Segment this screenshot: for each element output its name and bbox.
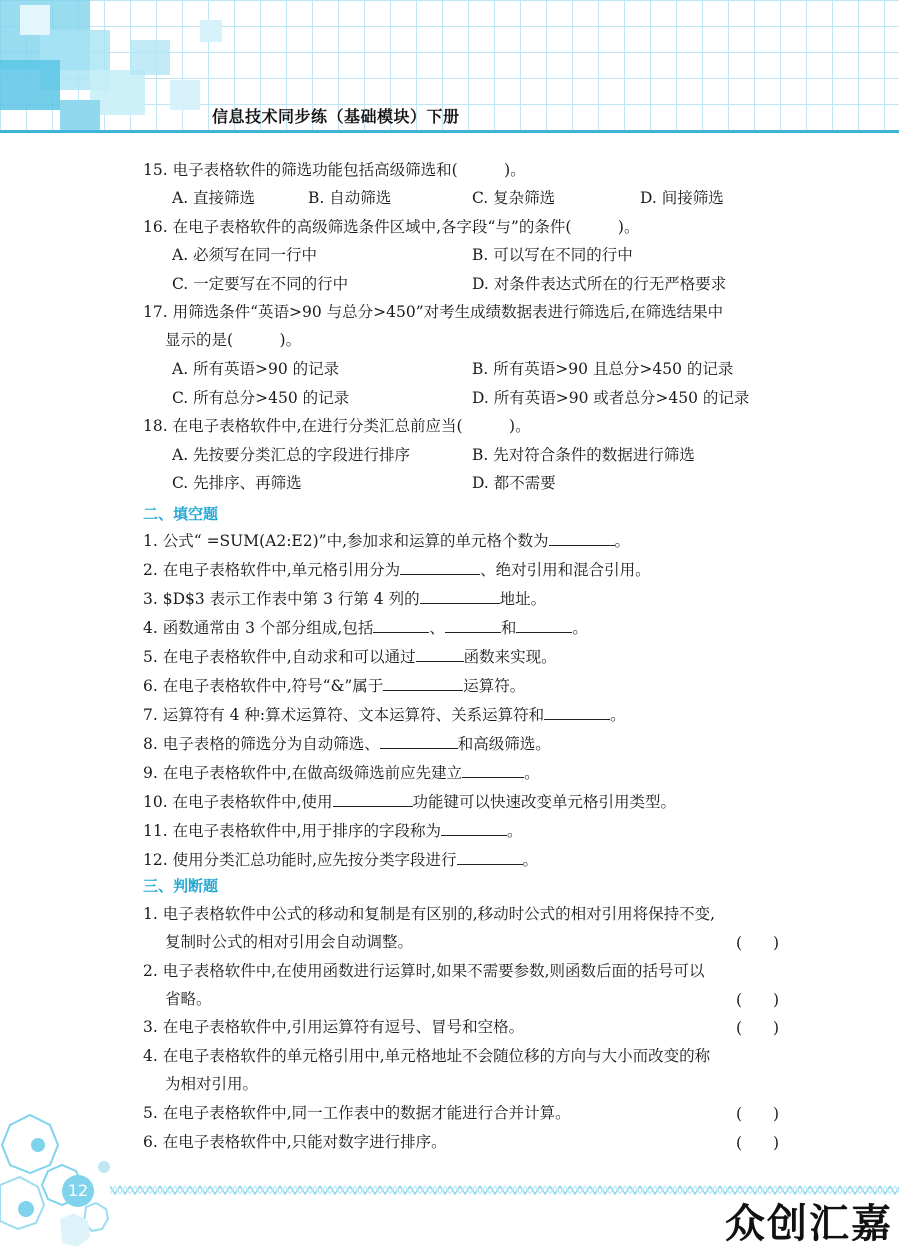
answer-parentheses[interactable]: ( ) xyxy=(736,1105,780,1123)
option: D. 所有英语>90 或者总分>450 的记录 xyxy=(472,389,750,407)
judge-item-1: 1. 电子表格软件中公式的移动和复制是有区别的,移动时公式的相对引用将保持不变, xyxy=(143,905,716,923)
answer-blank[interactable] xyxy=(416,647,464,662)
option: D. 间接筛选 xyxy=(640,189,724,207)
answer-blank[interactable] xyxy=(544,705,610,720)
section-heading-fill: 二、填空题 xyxy=(143,505,219,523)
option: A. 先按要分类汇总的字段进行排序 xyxy=(172,446,411,464)
question-18: 18. 在电子表格软件中,在进行分类汇总前应当( )。 xyxy=(143,417,531,435)
option: B. 自动筛选 xyxy=(308,189,392,207)
judge-item-4-cont: 为相对引用。 xyxy=(165,1075,259,1093)
answer-blank[interactable] xyxy=(462,763,524,778)
judge-item-6: 6. 在电子表格软件中,只能对数字进行排序。 xyxy=(143,1133,447,1151)
answer-blank[interactable] xyxy=(373,618,429,633)
answer-blank[interactable] xyxy=(400,560,480,575)
answer-blank[interactable] xyxy=(420,589,500,604)
option: D. 对条件表达式所在的行无严格要求 xyxy=(472,275,727,293)
question-17: 17. 用筛选条件“英语>90 与总分>450”对考生成绩数据表进行筛选后,在筛选结果中 xyxy=(143,303,724,321)
answer-blank[interactable] xyxy=(333,792,413,807)
fill-item-7: 7. 运算符有 4 种:算术运算符、文本运算符、关系运算符和 。 xyxy=(143,706,626,724)
page-number: 12 xyxy=(62,1175,94,1207)
watermark: 众创汇嘉 xyxy=(725,1201,893,1247)
judge-item-2-cont: 省略。 xyxy=(165,990,212,1008)
option: A. 直接筛选 xyxy=(172,189,256,207)
option: A. 必须写在同一行中 xyxy=(172,246,318,264)
judge-item-3: 3. 在电子表格软件中,引用运算符有逗号、冒号和空格。 xyxy=(143,1018,525,1036)
header-rule xyxy=(0,130,899,133)
fill-item-11: 11. 在电子表格软件中,用于排序的字段称为 。 xyxy=(143,822,523,840)
answer-blank[interactable] xyxy=(445,618,501,633)
question-15: 15. 电子表格软件的筛选功能包括高级筛选和( )。 xyxy=(143,161,526,179)
answer-blank[interactable] xyxy=(441,821,507,836)
question-16: 16. 在电子表格软件的高级筛选条件区域中,各字段“与”的条件( )。 xyxy=(143,218,640,236)
fill-item-8: 8. 电子表格的筛选分为自动筛选、 和高级筛选。 xyxy=(143,735,551,753)
answer-blank[interactable] xyxy=(380,734,458,749)
book-title: 信息技术同步练（基础模块）下册 xyxy=(212,107,460,126)
judge-item-2: 2. 电子表格软件中,在使用函数进行运算时,如果不需要参数,则函数后面的括号可以 xyxy=(143,962,705,980)
option: C. 一定要写在不同的行中 xyxy=(172,275,349,293)
section-heading-judge: 三、判断题 xyxy=(143,877,219,895)
option: D. 都不需要 xyxy=(472,474,556,492)
page-header xyxy=(0,0,899,140)
answer-parentheses[interactable]: ( ) xyxy=(736,1019,780,1037)
answer-parentheses[interactable]: ( ) xyxy=(736,1134,780,1152)
option: C. 先排序、再筛选 xyxy=(172,474,302,492)
judge-item-5: 5. 在电子表格软件中,同一工作表中的数据才能进行合并计算。 xyxy=(143,1104,571,1122)
option: C. 复杂筛选 xyxy=(472,189,556,207)
fill-item-3: 3. $D$3 表示工作表中第 3 行第 4 列的 地址。 xyxy=(143,590,547,608)
option: C. 所有总分>450 的记录 xyxy=(172,389,350,407)
judge-item-1-cont: 复制时公式的相对引用会自动调整。 xyxy=(165,933,414,951)
answer-blank[interactable] xyxy=(516,618,572,633)
fill-item-1: 1. 公式“ =SUM(A2:E2)”中,参加求和运算的单元格个数为 。 xyxy=(143,532,631,550)
fill-item-2: 2. 在电子表格软件中,单元格引用分为 、绝对引用和混合引用。 xyxy=(143,561,651,579)
answer-parentheses[interactable]: ( ) xyxy=(736,934,780,952)
judge-item-4: 4. 在电子表格软件的单元格引用中,单元格地址不会随位移的方向与大小而改变的称 xyxy=(143,1047,711,1065)
fill-item-12: 12. 使用分类汇总功能时,应先按分类字段进行 。 xyxy=(143,851,539,869)
answer-parentheses[interactable]: ( ) xyxy=(736,991,780,1009)
fill-item-4: 4. 函数通常由 3 个部分组成,包括 、 和 。 xyxy=(143,619,588,637)
fill-item-6: 6. 在电子表格软件中,符号“&”属于 运算符。 xyxy=(143,677,526,695)
octagon-decoration xyxy=(0,1105,130,1253)
option: B. 先对符合条件的数据进行筛选 xyxy=(472,446,695,464)
fill-item-5: 5. 在电子表格软件中,自动求和可以通过 函数来实现。 xyxy=(143,648,557,666)
answer-blank[interactable] xyxy=(549,531,615,546)
fill-item-9: 9. 在电子表格软件中,在做高级筛选前应先建立 。 xyxy=(143,764,540,782)
fill-item-10: 10. 在电子表格软件中,使用 功能键可以快速改变单元格引用类型。 xyxy=(143,793,677,811)
option: B. 所有英语>90 且总分>450 的记录 xyxy=(472,360,734,378)
option: B. 可以写在不同的行中 xyxy=(472,246,633,264)
answer-blank[interactable] xyxy=(383,676,463,691)
question-17-cont: 显示的是( )。 xyxy=(165,331,302,349)
answer-blank[interactable] xyxy=(457,850,523,865)
option: A. 所有英语>90 的记录 xyxy=(172,360,340,378)
